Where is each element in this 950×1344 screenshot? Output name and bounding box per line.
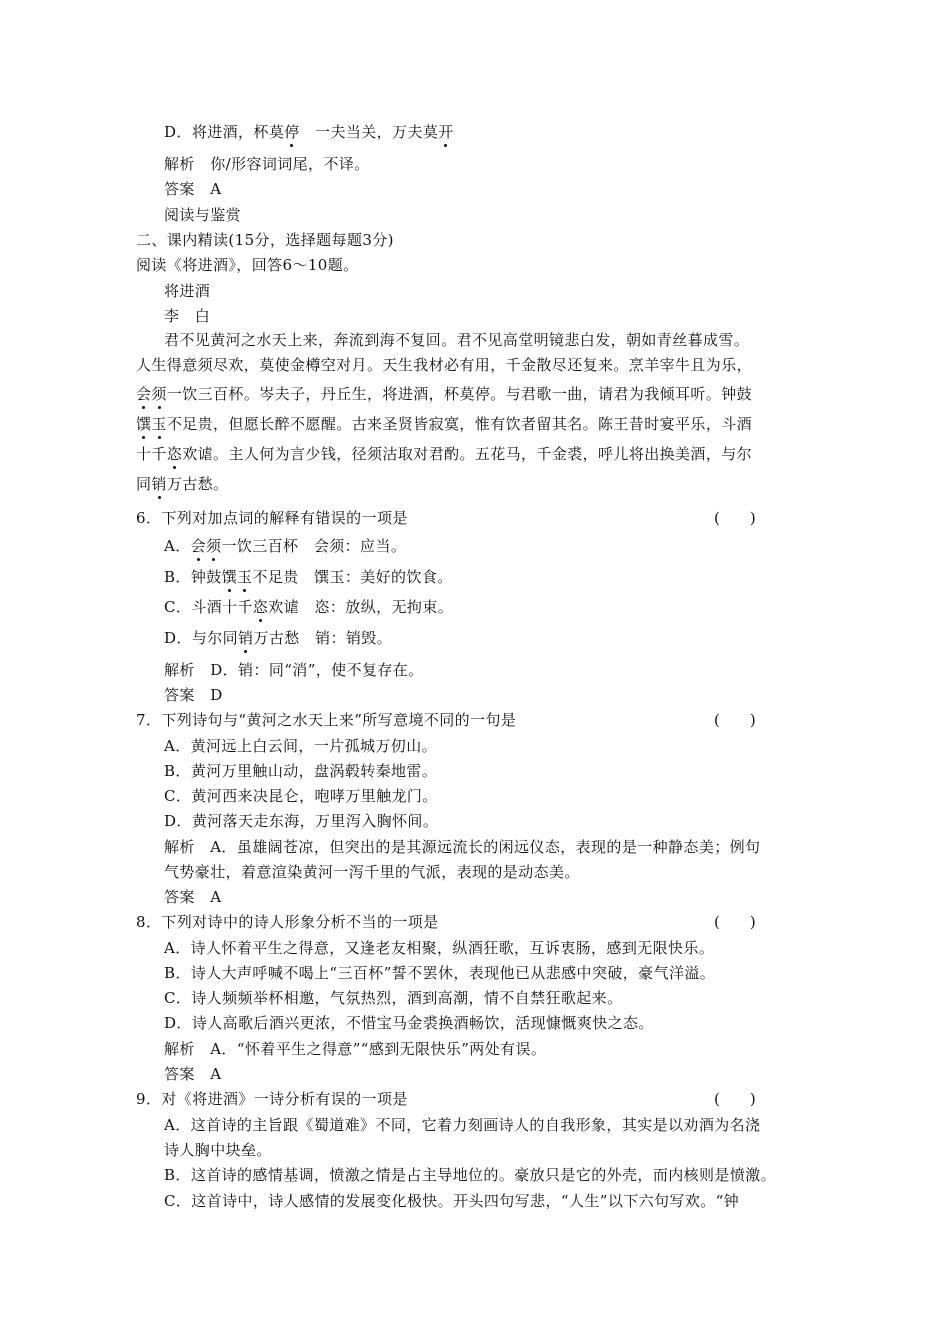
q5-answer: 答案 A — [164, 180, 222, 198]
q5-analysis: 解析 你/形容词词尾，不译。 — [164, 155, 370, 173]
q8-answer: 答案 A — [164, 1065, 222, 1083]
prev-option-d: D．将进酒，杯莫停 一夫当关，万夫莫开 — [164, 123, 454, 141]
q7-option-d: D．黄河落天走东海，万里泻入胸怀间。 — [164, 812, 439, 830]
q9-option-c: C．这首诗中，诗人感情的发展变化极快。开头四句写悲，“人生”以下六句写欢。“钟 — [164, 1192, 740, 1210]
q7-answer-bracket: ( ) — [714, 711, 756, 729]
poem-line: 馔玉不足贵，但愿长醉不愿醒。古来圣贤皆寂寞，惟有饮者留其名。陈王昔时宴平乐，斗酒 — [136, 415, 753, 433]
q6-option-a: A．会须一饮三百杯 会须：应当。 — [164, 537, 407, 555]
q7-analysis-cont: 气势豪壮，着意渲染黄河一泻千里的气派，表现的是动态美。 — [164, 863, 580, 881]
q9-option-a-cont: 诗人胸中块垒。 — [164, 1141, 272, 1159]
q9-answer-bracket: ( ) — [714, 1090, 756, 1108]
q8-option-d: D．诗人高歌后酒兴更浓，不惜宝马金裘换酒畅饮，活现慷慨爽快之态。 — [164, 1014, 654, 1032]
q8-stem: 8．下列对诗中的诗人形象分析不当的一项是 — [136, 913, 439, 931]
q8-option-b: B．诗人大声呼喊不喝上“三百杯”誓不罢休，表现他已从悲感中突破，豪气洋溢。 — [164, 964, 716, 982]
poem-line: 君不见黄河之水天上来，奔流到海不复回。君不见高堂明镜悲白发，朝如青丝暮成雪。 — [164, 331, 750, 349]
q7-option-b: B．黄河万里触山动，盘涡毂转秦地雷。 — [164, 762, 438, 780]
q6-analysis: 解析 D．销：同“消”，使不复存在。 — [164, 661, 424, 679]
q9-option-b: B．这首诗的感情基调，愤激之情是占主导地位的。豪放只是它的外壳，而内核则是愤激。 — [164, 1166, 777, 1184]
q7-stem: 7．下列诗句与“黄河之水天上来”所写意境不同的一句是 — [136, 711, 517, 729]
section-heading-reading: 阅读与鉴赏 — [164, 206, 242, 224]
poem-line: 十千恣欢谑。主人何为言少钱，径须沽取对君酌。五花马，千金裘，呼儿将出换美酒，与尔 — [136, 445, 753, 463]
q6-option-d: D．与尔同销万古愁 销：销毁。 — [164, 629, 393, 647]
q9-option-a: A．这首诗的主旨跟《蜀道难》不同，它着力刻画诗人的自我形象，其实是以劝酒为名浇 — [164, 1116, 761, 1134]
q6-answer-bracket: ( ) — [714, 509, 756, 527]
section-two-heading: 二、课内精读(15分，选择题每题3分) — [136, 231, 394, 249]
q9-stem: 9．对《将进酒》一诗分析有误的一项是 — [136, 1090, 408, 1108]
poem-line: 同销万古愁。 — [136, 475, 229, 493]
q8-option-a: A．诗人怀着平生之得意，又逢老友相聚，纵酒狂歌，互诉衷肠，感到无限快乐。 — [164, 939, 715, 957]
poem-line: 人生得意须尽欢，莫使金樽空对月。天生我材必有用，千金散尽还复来。烹羊宰牛且为乐， — [136, 356, 753, 374]
poem-author: 李 白 — [164, 307, 211, 325]
q8-option-c: C．诗人频频举杯相邀，气氛热烈，酒到高潮，情不自禁狂歌起来。 — [164, 989, 623, 1007]
q8-analysis: 解析 A．“怀着平生之得意”“感到无限快乐”两处有误。 — [164, 1040, 547, 1058]
q6-option-c: C．斗酒十千恣欢谑 恣：放纵，无拘束。 — [164, 598, 454, 616]
poem-line: 会须一饮三百杯。岑夫子，丹丘生，将进酒，杯莫停。与君歌一曲，请君为我倾耳听。钟鼓 — [136, 385, 753, 403]
q7-answer: 答案 A — [164, 888, 222, 906]
q7-option-c: C．黄河西来决昆仑，咆哮万里触龙门。 — [164, 787, 438, 805]
reading-instruction: 阅读《将进酒》，回答6～10题。 — [136, 256, 359, 274]
q6-answer: 答案 D — [164, 686, 223, 704]
q7-analysis: 解析 A．虽雄阔苍凉，但突出的是其源远流长的闲远仪态，表现的是一种静态美；例句 — [164, 838, 761, 856]
poem-title: 将进酒 — [164, 282, 211, 300]
q6-option-b: B．钟鼓馔玉不足贵 馔玉：美好的饮食。 — [164, 568, 453, 586]
q8-answer-bracket: ( ) — [714, 913, 756, 931]
q7-option-a: A．黄河远上白云间，一片孤城万仞山。 — [164, 737, 438, 755]
q6-stem: 6．下列对加点词的解释有错误的一项是 — [136, 509, 408, 527]
